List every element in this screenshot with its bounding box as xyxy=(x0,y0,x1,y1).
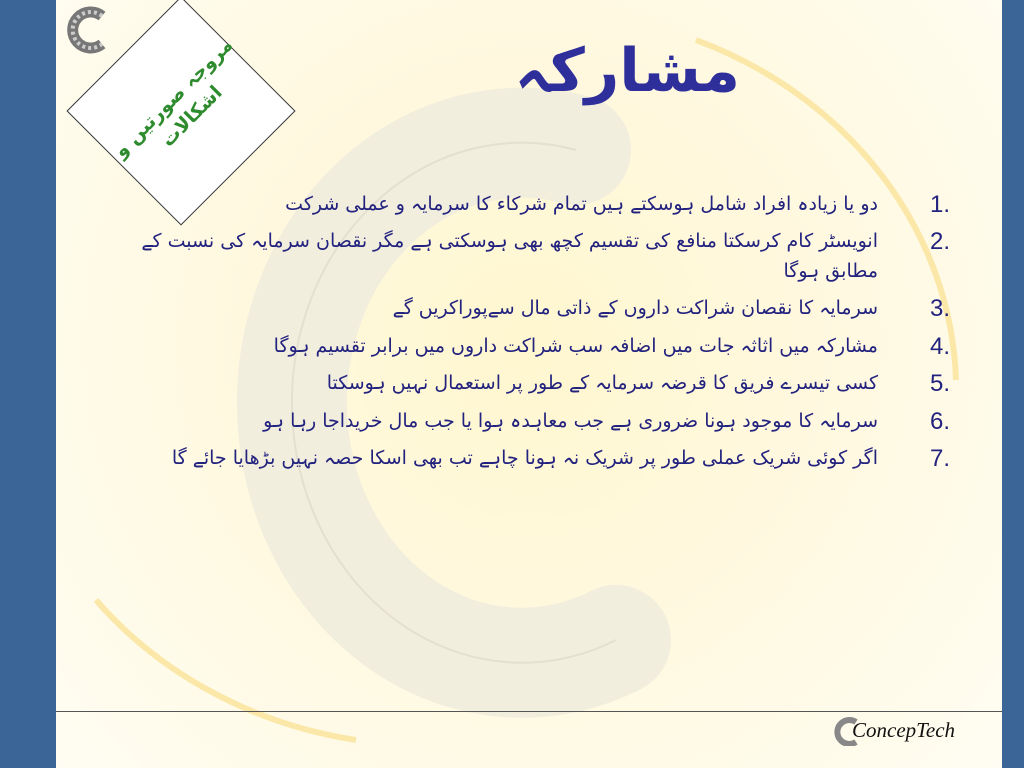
list-item-text: کسی تیسرے فریق کا قرضہ سرمایہ کے طور پر استعمال نہیں ہوسکتا xyxy=(326,372,878,395)
c-logo-icon xyxy=(62,4,114,56)
list-item-text: سرمایہ کا نقصان شراکت داروں کے ذاتی مال سےپوراکریں گے xyxy=(392,297,878,320)
list-item-number: 1. xyxy=(929,191,950,218)
list-item xyxy=(140,444,950,473)
list-item xyxy=(140,294,950,323)
list-item-number: 3. xyxy=(929,295,950,323)
list-item xyxy=(140,332,950,361)
list-item-number: 2. xyxy=(929,228,950,256)
points-list xyxy=(140,190,950,482)
right-sidebar-band xyxy=(1002,0,1024,768)
list-item-text: انویسٹر کام کرسکتا منافع کی تقسیم کچھ بھی ہوسکتی ہے مگر نقصان سرمایہ کی نسبت کے مطابق ہوگا xyxy=(141,230,878,282)
list-item xyxy=(140,190,950,219)
slide-title: مشارکہ xyxy=(514,36,740,106)
left-sidebar-band xyxy=(0,0,56,768)
list-item-number: 4. xyxy=(929,332,950,360)
footer-brand: ConcepTech xyxy=(852,718,956,742)
list-item-number: 7. xyxy=(929,445,950,473)
list-item xyxy=(140,369,950,398)
list-item-number: 6. xyxy=(929,407,950,435)
footer-divider xyxy=(56,711,1002,712)
list-item-text: دو یا زیادہ افراد شامل ہوسکتے ہیں تمام شرکاء کا سرمایہ و عملی شرکت xyxy=(285,193,878,215)
list-item-text: اگر کوئی شریک عملی طور پر شریک نہ ہونا چاہے تب بھی اسکا حصہ نہیں بڑھایا جائے گا xyxy=(171,447,878,470)
list-item-text: سرمایہ کا موجود ہونا ضروری ہے جب معاہدہ ہوا یا جب مال خریداجا رہا ہو xyxy=(263,409,878,432)
list-item-text: مشارکہ میں اثاثہ جات میں اضافہ سب شراکت داروں میں برابر تقسیم ہوگا xyxy=(273,334,878,357)
list-item xyxy=(140,227,950,286)
list-item-number: 5. xyxy=(929,370,950,398)
corner-label: مروجہ صورتیں و اشکالات xyxy=(109,34,238,162)
list-item xyxy=(140,407,950,436)
